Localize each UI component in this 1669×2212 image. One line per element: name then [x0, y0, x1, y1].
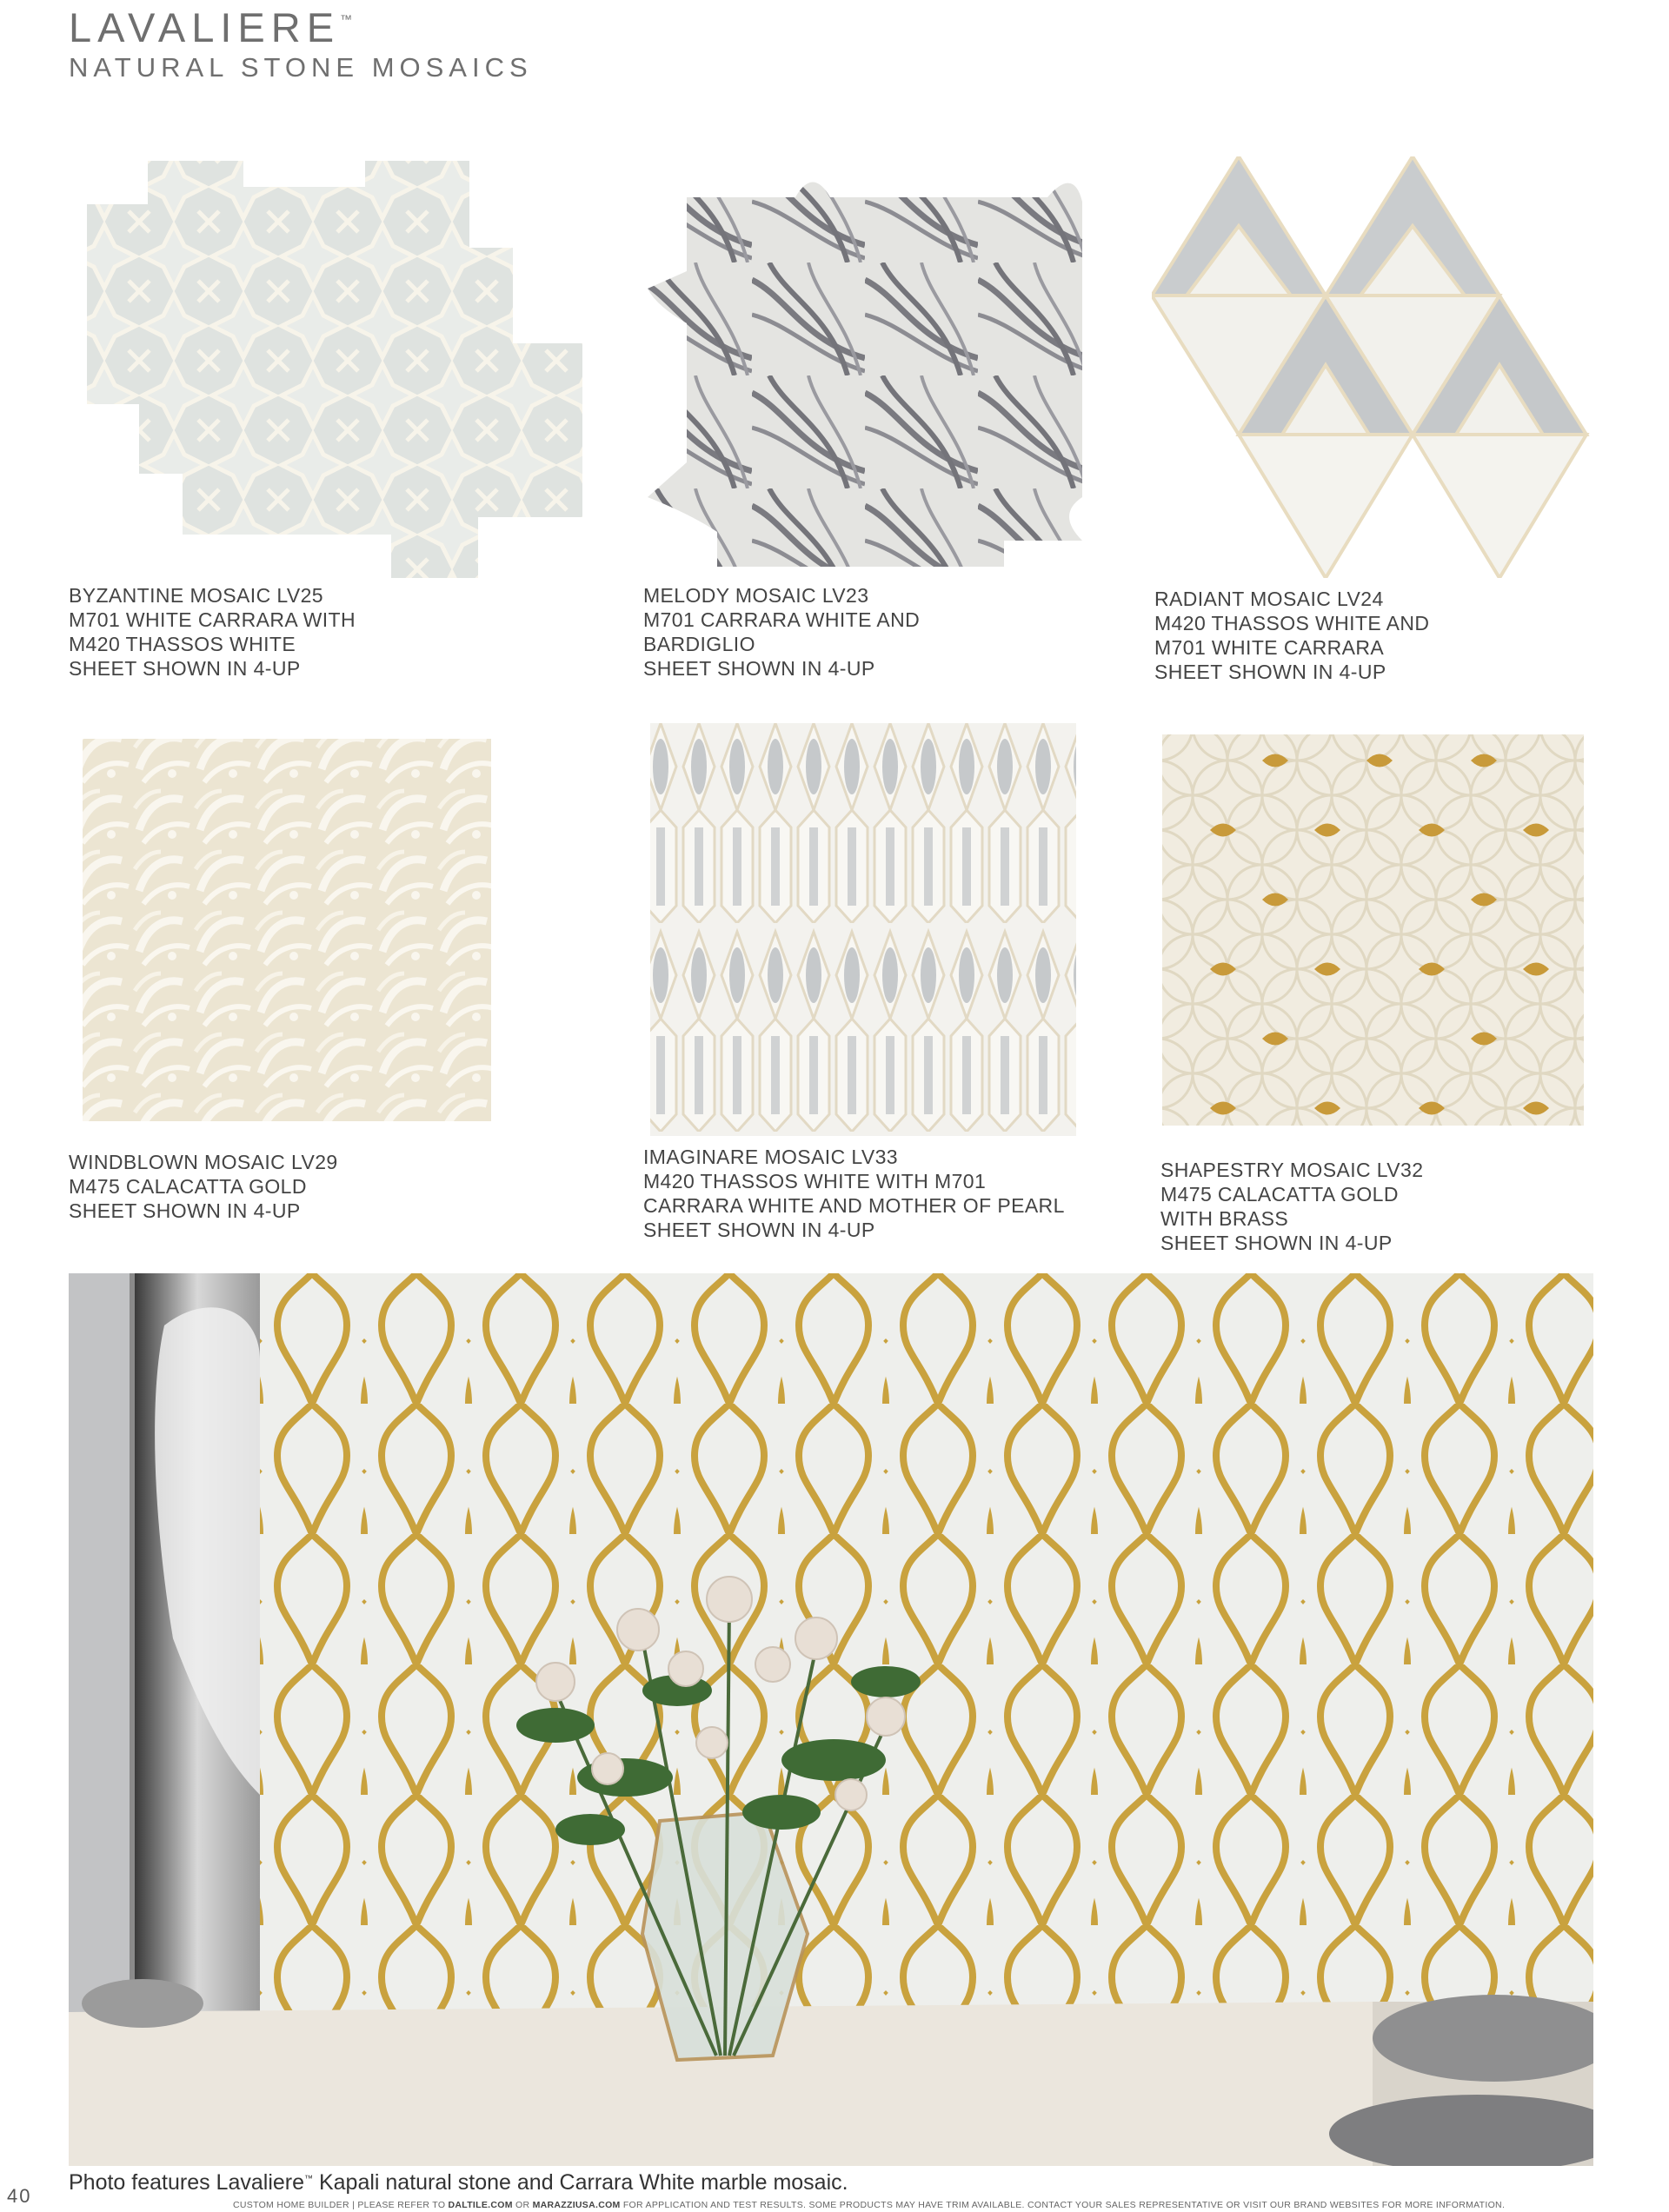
imaginare-mosaic-image	[642, 714, 1085, 1142]
page-subtitle: NATURAL STONE MOSAICS	[69, 52, 533, 83]
product-caption-byzantine: BYZANTINE MOSAIC LV25 M701 WHITE CARRARA WITH M420 THASSOS WHITE SHEET SHOWN IN 4-UP	[69, 584, 356, 680]
radiant-mosaic-image	[1152, 156, 1595, 578]
shapestry-mosaic-image	[1158, 726, 1588, 1134]
byzantine-mosaic-image	[70, 152, 582, 578]
product-caption-melody: MELODY MOSAIC LV23 M701 CARRARA WHITE AND BARDIGLIO SHEET SHOWN IN 4-UP	[643, 584, 921, 680]
page-number: 40	[7, 2185, 32, 2207]
marazziusa-link[interactable]: MARAZZIUSA.COM	[532, 2200, 621, 2210]
footer-disclaimer: CUSTOM HOME BUILDER | PLEASE REFER TO DALTILE.COM OR MARAZZIUSA.COM FOR APPLICATION AND TEST RESULTS. SOME PRODUCTS MAY HAVE TRIM AVAILABLE. CONTACT YOUR SALES REPRESENTATIVE OR VISIT OUR BRAND WEBSITES FOR MORE INFORMATION.	[233, 2200, 1506, 2210]
product-caption-shapestry: SHAPESTRY MOSAIC LV32 M475 CALACATTA GOLD WITH BRASS SHEET SHOWN IN 4-UP	[1160, 1159, 1424, 1254]
photo-caption: Photo features Lavaliere™ Kapali natural stone and Carrara White marble mosaic.	[69, 2170, 848, 2195]
product-caption-radiant: RADIANT MOSAIC LV24 M420 THASSOS WHITE AND M701 WHITE CARRARA SHEET SHOWN IN 4-UP	[1154, 588, 1430, 683]
product-caption-imaginare: IMAGINARE MOSAIC LV33 M420 THASSOS WHITE WITH M701 CARRARA WHITE AND MOTHER OF PEARL SHEET SHOWN IN 4-UP	[643, 1146, 1065, 1241]
product-caption-windblown: WINDBLOWN MOSAIC LV29 M475 CALACATTA GOLD SHEET SHOWN IN 4-UP	[69, 1151, 338, 1222]
melody-mosaic-image	[639, 149, 1091, 567]
installation-photo	[69, 1273, 1593, 2166]
page-title: LAVALIERE™	[69, 4, 353, 50]
daltile-link[interactable]: DALTILE.COM	[448, 2200, 513, 2210]
windblown-mosaic-image	[70, 726, 500, 1130]
